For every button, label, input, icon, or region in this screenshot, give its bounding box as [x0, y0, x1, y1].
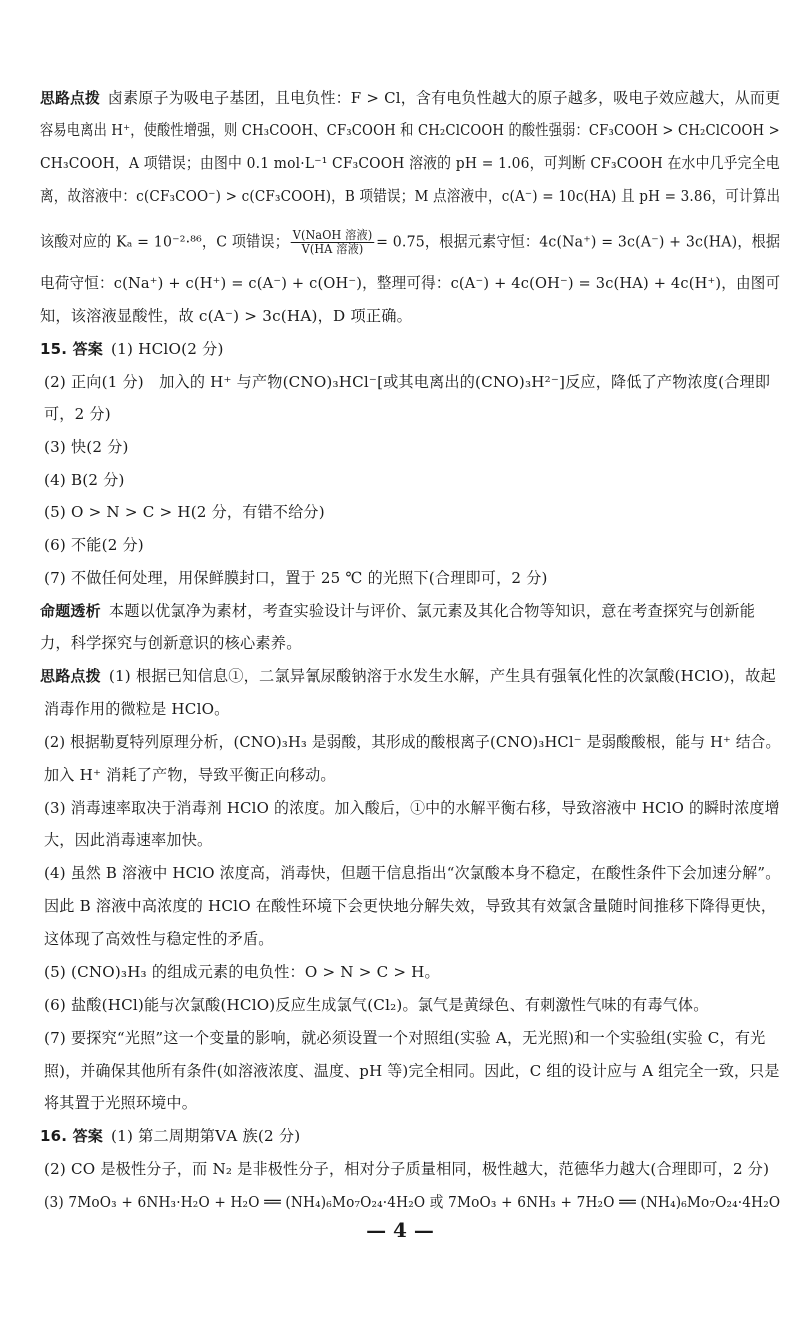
q15-ideas-2a: (2) 根据勒夏特列原理分析，(CNO)₃H₃ 是弱酸，其形成的酸根离子(CNO)₃HCl⁻ 是弱酸酸根，能与 H⁺ 结合。	[44, 733, 781, 751]
q15-ideas-1a: 思路点拨 (1) 根据已知信息①，二氯异氰尿酸钠溶于水发生水解，产生具有强氧化性的次氯酸(HClO)，故起	[40, 667, 776, 685]
ideas-heading: 思路点拨	[40, 89, 101, 107]
q15-ideas-3a: (3) 消毒速率取决于消毒剂 HClO 的浓度。加入酸后，①中的水解平衡右移，导致溶液中 HClO 的瞬时浓度增	[44, 799, 780, 817]
sec14-line-2: 容易电离出 H⁺，使酸性增强，则 CH₃COOH、CF₃COOH 和 CH₂ClCOOH 的酸性强弱：CF₃COOH > CH₂ClCOOH >	[40, 121, 780, 139]
ideas-heading-q15: 思路点拨	[40, 667, 101, 685]
sec14-line-6: 电荷守恒：c(Na⁺) + c(H⁺) = c(A⁻) + c(OH⁻)，整理可得：c(A⁻) + 4c(OH⁻) = 3c(HA) + 4c(H⁺)，由图可	[40, 274, 781, 292]
q15-ideas-3b: 大，因此消毒速率加快。	[44, 831, 213, 849]
q15-answer-6: (6) 不能(2 分)	[44, 536, 144, 554]
q15-review-1: 命题透析 本题以优氯净为素材，考查实验设计与评价、氯元素及其化合物等知识，意在考查探究与创新能	[40, 602, 756, 620]
q15-ideas-4b: 因此 B 溶液中高浓度的 HClO 在酸性环境下会更快地分解失效，导致其有效氯含量随时间推移下降得更快，	[44, 897, 777, 915]
volume-fraction: $\frac{\text{V(NaOH 溶液)}}{\text{V(HA 溶液)}}$	[292, 228, 373, 256]
sec14-line-7: 知，该溶液显酸性，故 c(A⁻) > 3c(HA)，D 项正确。	[40, 307, 412, 325]
q16-label: 16. 答案	[40, 1127, 103, 1145]
q15-ideas-7b: 照)，并确保其他所有条件(如溶液浓度、温度、pH 等)完全相同。因此，C 组的设计应与 A 组完全一致，只是	[44, 1062, 780, 1080]
q15-answer-3: (3) 快(2 分)	[44, 438, 129, 456]
q15-answer-7: (7) 不做任何处理，用保鲜膜封口，置于 25 ℃ 的光照下(合理即可，2 分)	[44, 569, 548, 587]
q15-ideas-4c: 这体现了高效性与稳定性的矛盾。	[44, 930, 274, 948]
q15-answer-2a: (2) 正向(1 分) 加入的 H⁺ 与产物(CNO)₃HCl⁻[或其电离出的(CNO)₃H²⁻]反应，降低了产物浓度(合理即	[44, 373, 771, 391]
q15-label: 15. 答案	[40, 340, 103, 358]
q15-review-2: 力，科学探究与创新意识的核心素养。	[40, 634, 302, 652]
q15-answer-1: 15. 答案 (1) HClO(2 分)	[40, 340, 224, 358]
q16-answer-3: (3) 7MoO₃ + 6NH₃·H₂O + H₂O ══ (NH₄)₆Mo₇O₂₄·4H₂O 或 7MoO₃ + 6NH₃ + 7H₂O ══ (NH₄)₆Mo₇O₂₄·4H₂O	[44, 1193, 781, 1211]
sec14-line-3: CH₃COOH，A 项错误；由图中 0.1 mol·L⁻¹ CF₃COOH 溶液的 pH = 1.06，可判断 CF₃COOH 在水中几乎完全电	[40, 154, 780, 172]
sec14-line-1: 思路点拨 卤素原子为吸电子基团，且电负性：F > Cl，含有电负性越大的原子越多，吸电子效应越大，从而更	[40, 89, 781, 107]
q15-ideas-5: (5) (CNO)₃H₃ 的组成元素的电负性：O > N > C > H。	[44, 963, 440, 981]
q16-answer-1: 16. 答案 (1) 第二周期第ⅤA 族(2 分)	[40, 1127, 301, 1145]
q16-answer-2: (2) CO 是极性分子，而 N₂ 是非极性分子，相对分子质量相同，极性越大，范德华力越大(合理即可，2 分)	[44, 1160, 770, 1178]
q15-ideas-7c: 将其置于光照环境中。	[44, 1094, 198, 1112]
sec14-line-5: 该酸对应的 Kₐ = 10⁻²·⁸⁶，C 项错误； $\frac{\text{V(NaOH 溶液)}}{\text{V(HA 溶液)}}$ = 0.75，根据元素守恒：4c(Na⁺) = 3c(A⁻) + 3c(HA)，根据	[40, 228, 781, 256]
q15-answer-5: (5) O > N > C > H(2 分，有错不给分)	[44, 503, 325, 521]
q15-ideas-1b: 消毒作用的微粒是 HClO。	[44, 700, 230, 718]
q15-ideas-7a: (7) 要探究“光照”这一个变量的影响，就必须设置一个对照组(实验 A，无光照)和一个实验组(实验 C，有光	[44, 1029, 766, 1047]
review-heading: 命题透析	[40, 602, 101, 620]
q15-ideas-2b: 加入 H⁺ 消耗了产物，导致平衡正向移动。	[44, 766, 336, 784]
q15-answer-4: (4) B(2 分)	[44, 471, 125, 489]
q15-answer-2b: 可，2 分)	[44, 405, 111, 423]
page-number: — 4 —	[366, 1218, 434, 1242]
sec14-line-4: 离，故溶液中：c(CF₃COO⁻) > c(CF₃COOH)，B 项错误；M 点溶液中，c(A⁻) = 10c(HA) 且 pH = 3.86，可计算出	[40, 187, 781, 205]
q15-ideas-4a: (4) 虽然 B 溶液中 HClO 浓度高，消毒快，但题干信息指出“次氯酸本身不稳定，在酸性条件下会加速分解”。	[44, 864, 781, 882]
q15-ideas-6: (6) 盐酸(HCl)能与次氯酸(HClO)反应生成氯气(Cl₂)。氯气是黄绿色、有刺激性气味的有毒气体。	[44, 996, 709, 1014]
